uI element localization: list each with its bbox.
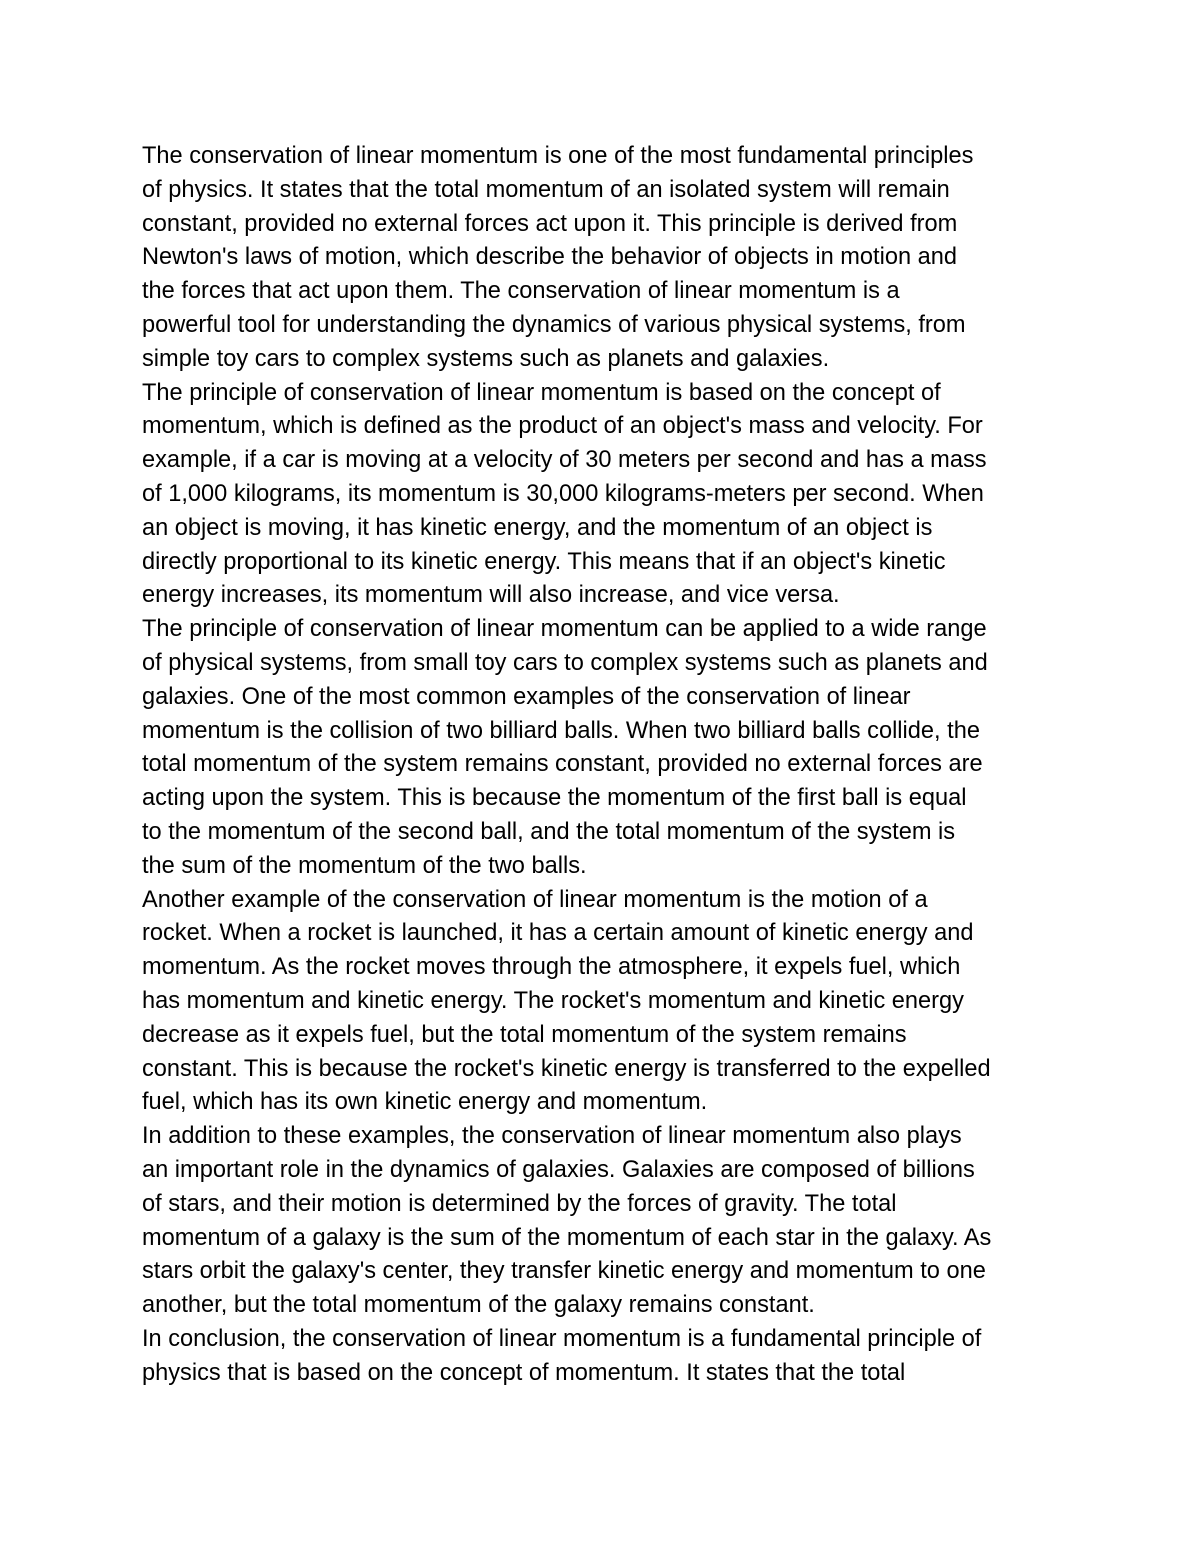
- paragraph-rocket: Another example of the conservation of linear momentum is the motion of a rocket. When a rocket is launched, it has a certain amount of kinetic energy and momentum. As the rocket moves through the atmosphere, it expels fuel, which has momentum and kinetic energy. The rocket's momentum and kinetic energy decrease as it expels fuel, but the total momentum of the system remains constant. This is because the rocket's kinetic energy is transferred to the expelled fuel, which has its own kinetic energy and momentum.: [142, 886, 991, 1116]
- document-body: [142, 140, 1082, 1390]
- paragraph-intro: The conservation of linear momentum is one of the most fundamental principles of physics. It states that the total momentum of an isolated system will remain constant, provided no external forces act upon it. This principle is derived from Newton's laws of motion, which describe the behavior of objects in motion and the forces that act upon them. The conservation of linear momentum is a powerful tool for understanding the dynamics of various physical systems, from simple toy cars to complex systems such as planets and galaxies.: [142, 143, 974, 372]
- paragraph-momentum-definition: The principle of conservation of linear momentum is based on the concept of momentum, which is defined as the product of an object's mass and velocity. For example, if a car is moving at a velocity of 30 meters per second and has a mass of 1,000 kilograms, its momentum is 30,000 kilograms-meters per second. When an object is moving, it has kinetic energy, and the momentum of an object is directly proportional to its kinetic energy. This means that if an object's kinetic energy increases, its momentum will also increase, and vice versa.: [142, 379, 987, 609]
- paragraph-galaxies: In addition to these examples, the conservation of linear momentum also plays an important role in the dynamics of galaxies. Galaxies are composed of billions of stars, and their motion is determined by the forces of gravity. The total momentum of a galaxy is the sum of the momentum of each star in the galaxy. As stars orbit the galaxy's center, they transfer kinetic energy and momentum to one another, but the total momentum of the galaxy remains constant.: [142, 1123, 992, 1319]
- paragraph-conclusion: In conclusion, the conservation of linear momentum is a fundamental principle of physics that is based on the concept of momentum. It states that the total: [142, 1325, 982, 1386]
- paragraph-billiard-balls: The principle of conservation of linear momentum can be applied to a wide range of physical systems, from small toy cars to complex systems such as planets and galaxies. One of the most common examples of the conservation of linear momentum is the collision of two billiard balls. When two billiard balls collide, the total momentum of the system remains constant, provided no external forces are acting upon the system. This is because the momentum of the first ball is equal to the momentum of the second ball, and the total momentum of the system is the sum of the momentum of the two balls.: [142, 616, 988, 879]
